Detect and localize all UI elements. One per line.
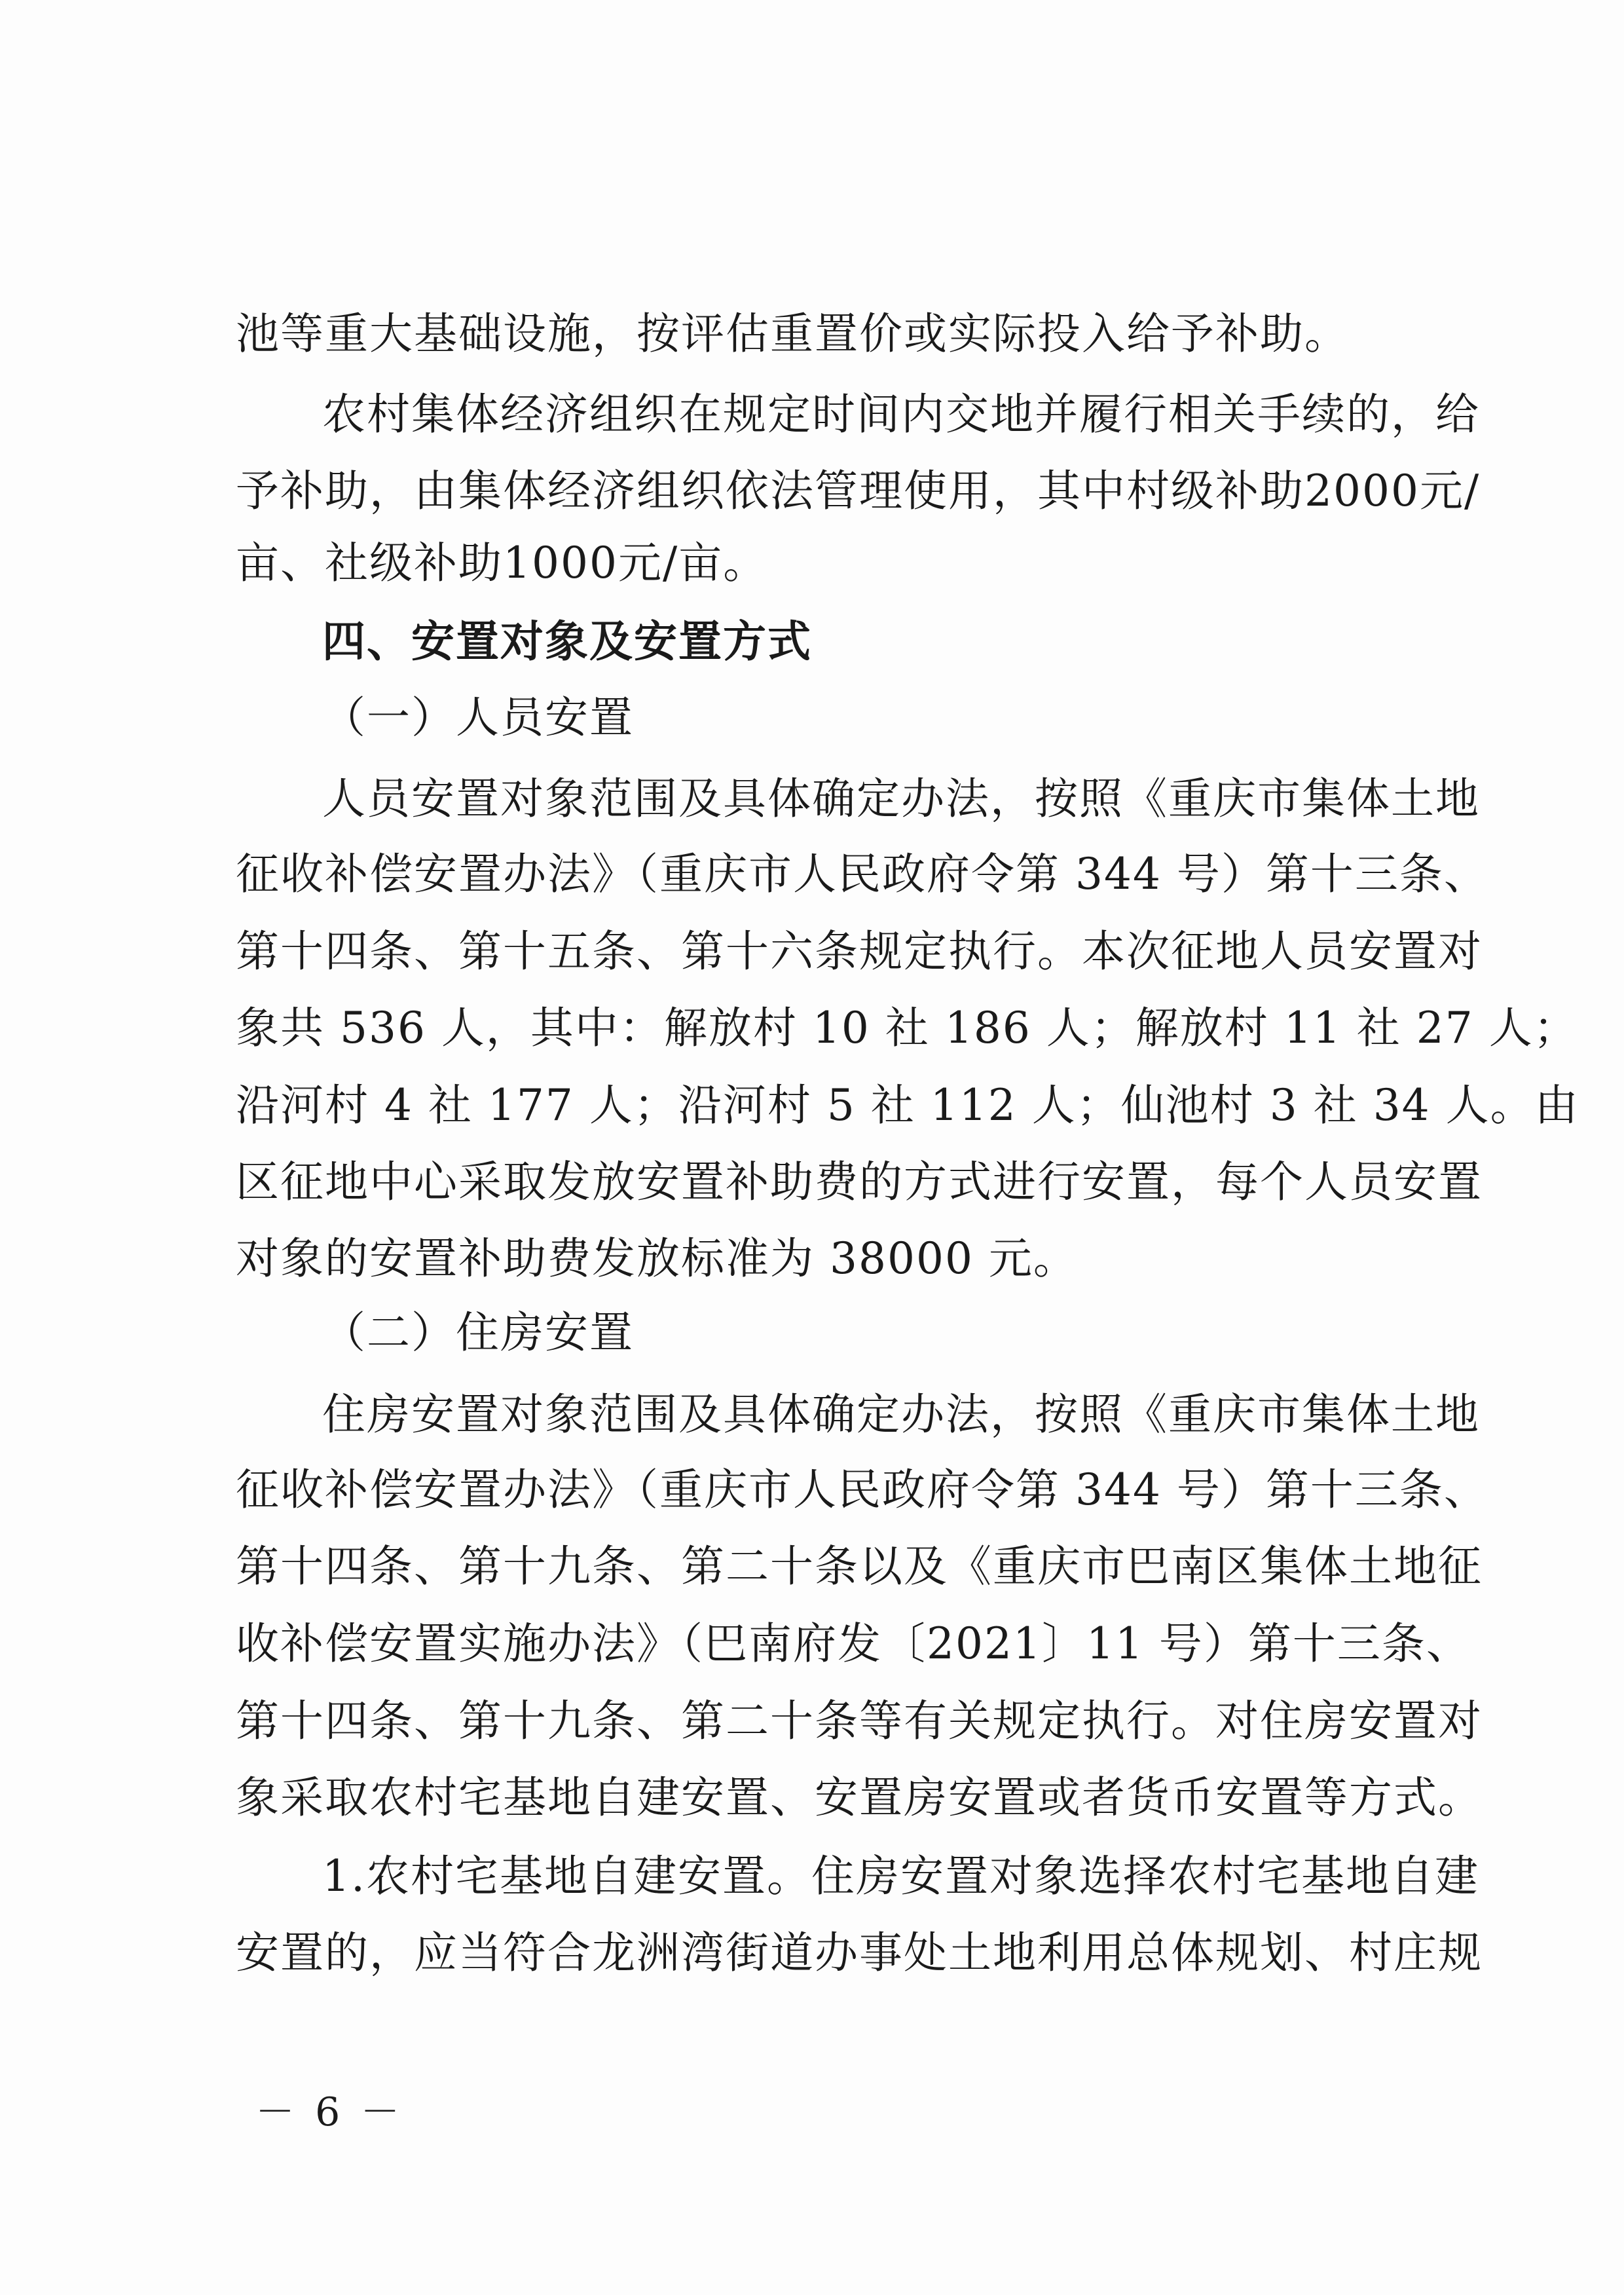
paragraph-line: 收补偿安置实施办法》（巴南府发〔2021〕11 号）第十三条、 <box>236 1618 1471 1669</box>
paragraph-line: 池等重大基础设施，按评估重置价或实际投入给予补助。 <box>236 308 1349 359</box>
paragraph-line: 征收补偿安置办法》（重庆市人民政府令第 344 号）第十三条、 <box>236 1465 1488 1515</box>
paragraph-line: 安置的，应当符合龙洲湾街道办事处土地利用总体规划、村庄规 <box>236 1928 1483 1978</box>
paragraph-line: 农村集体经济组织在规定时间内交地并履行相关手续的，给 <box>322 389 1480 439</box>
paragraph-line: 予补助，由集体经济组织依法管理使用，其中村级补助2000元/ <box>236 466 1481 516</box>
paragraph-line: 第十四条、第十九条、第二十条等有关规定执行。对住房安置对 <box>236 1696 1483 1746</box>
subsection-heading: （一）人员安置 <box>322 692 634 743</box>
paragraph-line: 第十四条、第十九条、第二十条以及《重庆市巴南区集体土地征 <box>236 1541 1483 1592</box>
paragraph-line: 第十四条、第十五条、第十六条规定执行。本次征地人员安置对 <box>236 926 1483 977</box>
paragraph-line: 亩、社级补助1000元/亩。 <box>236 538 768 588</box>
page-number: － 6 － <box>255 2089 404 2135</box>
paragraph-line: 象采取农村宅基地自建安置、安置房安置或者货币安置等方式。 <box>236 1772 1483 1823</box>
subsection-heading: （二）住房安置 <box>322 1307 634 1358</box>
section-heading: 四、安置对象及安置方式 <box>322 616 812 667</box>
paragraph-line: 人员安置对象范围及具体确定办法，按照《重庆市集体土地 <box>322 774 1480 824</box>
paragraph-line: 区征地中心采取发放安置补助费的方式进行安置，每个人员安置 <box>236 1157 1483 1207</box>
paragraph-line: 征收补偿安置办法》（重庆市人民政府令第 344 号）第十三条、 <box>236 849 1488 899</box>
paragraph-line: 1.农村宅基地自建安置。住房安置对象选择农村宅基地自建 <box>322 1851 1479 1901</box>
paragraph-line: 象共 536 人，其中：解放村 10 社 186 人；解放村 11 社 27 人； <box>236 1003 1578 1053</box>
paragraph-line: 沿河村 4 社 177 人；沿河村 5 社 112 人；仙池村 3 社 34 人。由 <box>236 1080 1579 1130</box>
paragraph-line: 对象的安置补助费发放标准为 38000 元。 <box>236 1233 1078 1284</box>
paragraph-line: 住房安置对象范围及具体确定办法，按照《重庆市集体土地 <box>322 1389 1480 1440</box>
